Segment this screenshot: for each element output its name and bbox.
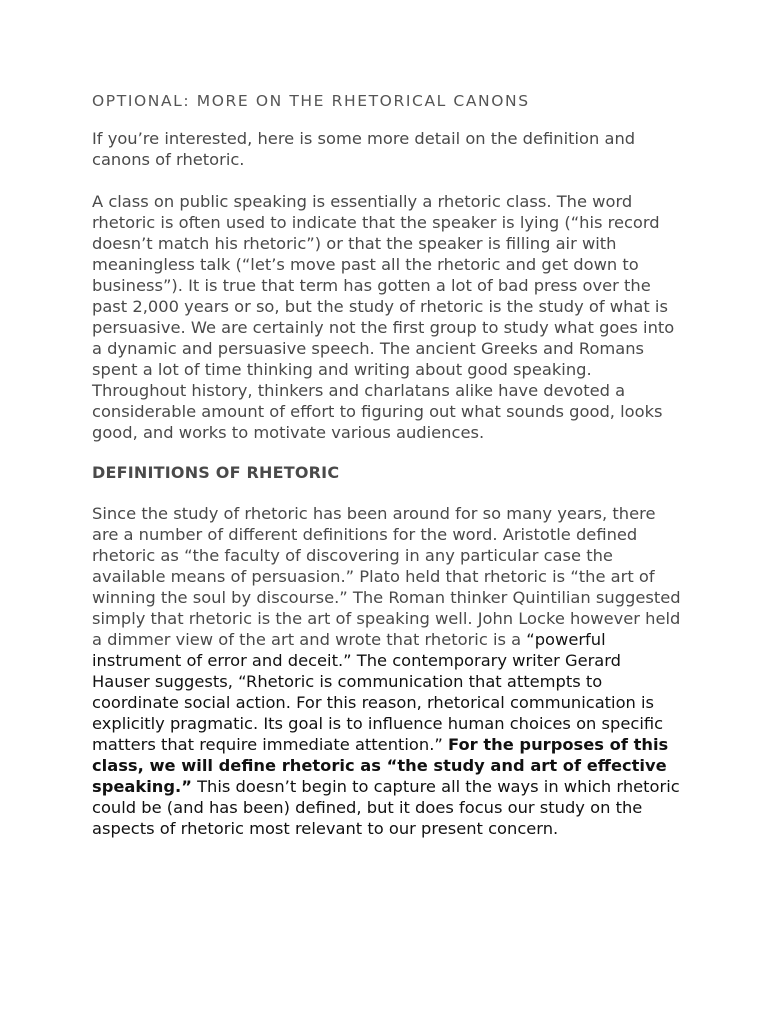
definitions-text-part3: This doesn’t begin to capture all the ways in which rhetoric could be (and has been) defined, but it does focus our study on the aspects of rhetoric most relevant to our present concern. xyxy=(92,777,680,838)
definitions-paragraph xyxy=(92,503,682,839)
definitions-text-part2: “powerful instrument of error and deceit.” The contemporary writer Gerard Hauser suggests, “Rhetoric is communication that attempts to coordinate social action. For this reason, rhetorical communication is explicitly pragmatic. Its goal is to influence human choices on specific matters that require immediate attention.” xyxy=(92,630,664,754)
intro-paragraph: If you’re interested, here is some more detail on the definition and canons of rhetoric. xyxy=(92,129,636,169)
public-speaking-paragraph: A class on public speaking is essentially a rhetoric class. The word rhetoric is often used to indicate that the speaker is lying (“his record doesn’t match his rhetoric”) or that the speaker is filling air with meaningless talk (“let’s move past all the rhetoric and get down to business”). It is true that term has gotten a lot of bad press over the past 2,000 years or so, but the study of rhetoric is the study of what is persuasive. We are certainly not the first group to study what goes into a dynamic and persuasive speech. The ancient Greeks and Romans spent a lot of time thinking and writing about good speaking. Throughout history, thinkers and charlatans alike have devoted a considerable amount of effort to figuring out what sounds good, looks good, and works to motivate various audiences. xyxy=(92,192,675,442)
definition-emphasis: For the purposes of this class, we will define rhetoric as “the study and art of effective speaking.” xyxy=(92,735,669,796)
section-heading-definitions: DEFINITIONS OF RHETORIC xyxy=(92,463,340,482)
definitions-text-part1: Since the study of rhetoric has been around for so many years, there are a number of different definitions for the word. Aristotle defined rhetoric as “the faculty of discovering in any particular case the available means of persuasion.” Plato held that rhetoric is “the art of winning the soul by discourse.” The Roman thinker Quintilian suggested simply that rhetoric is the art of speaking well. John Locke however held a dimmer view of the art and wrote that rhetoric is a xyxy=(92,504,681,649)
document-page xyxy=(92,92,682,839)
page-title: OPTIONAL: MORE ON THE RHETORICAL CANONS xyxy=(92,92,530,110)
